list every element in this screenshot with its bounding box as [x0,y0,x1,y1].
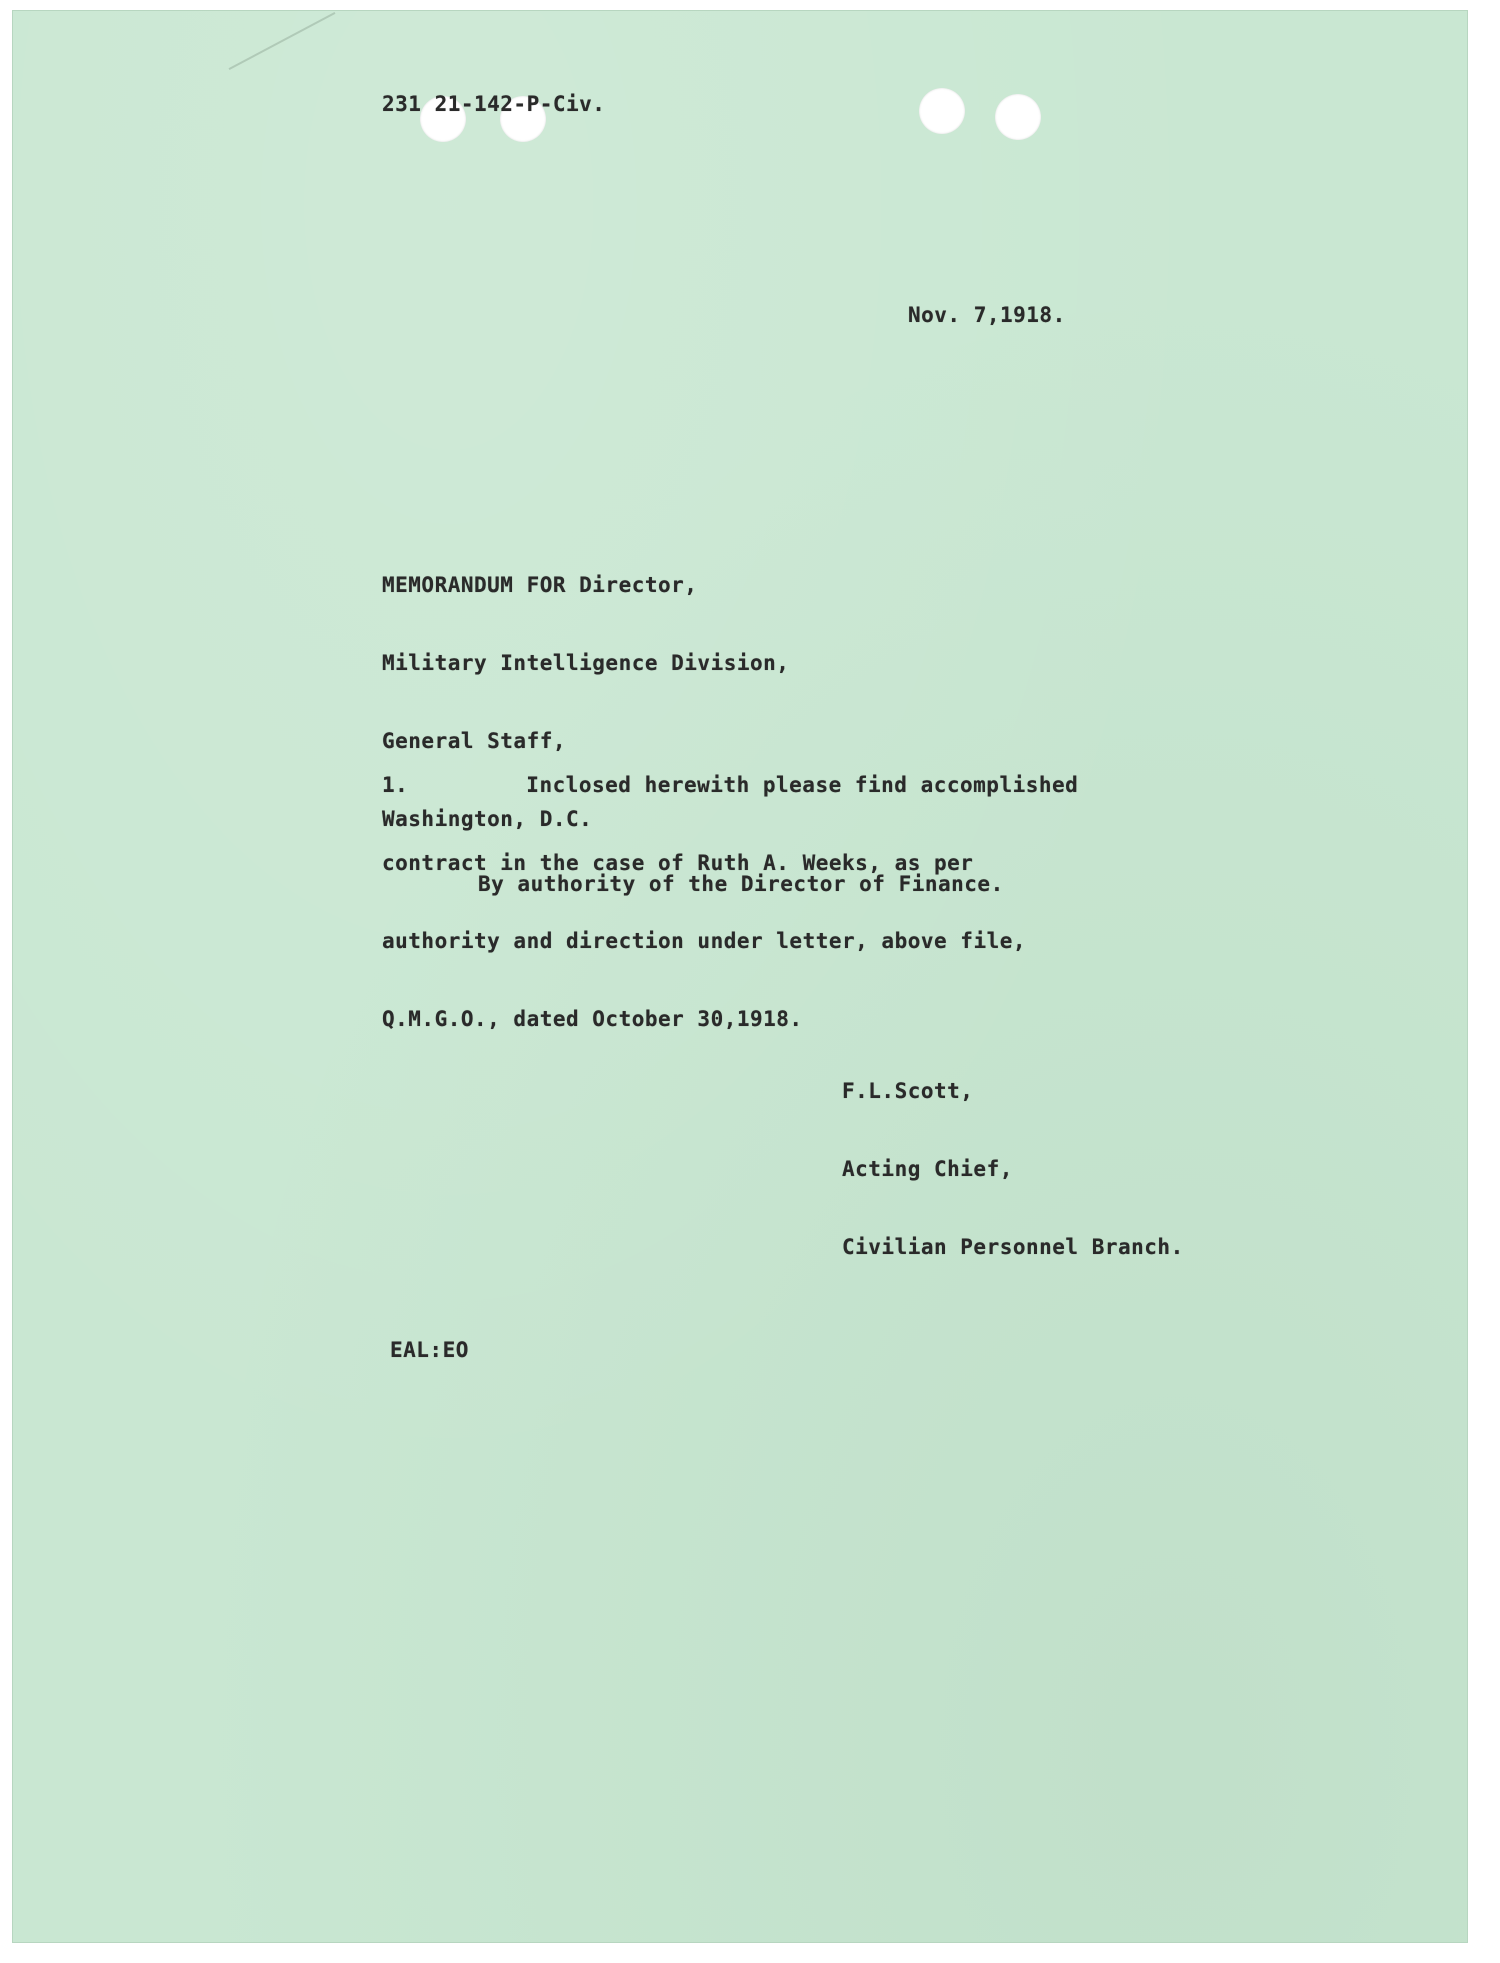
body-line: Inclosed herewith please find accomplished [526,773,1079,797]
addressee-line: Washington, D.C. [382,807,593,831]
signature-block [842,1028,1184,1310]
memo-date: Nov. 7,1918. [908,303,1066,327]
typist-initials: EAL:EO [390,1338,469,1362]
paragraph-number: 1. [382,773,409,797]
body-line: Q.M.G.O., dated October 30,1918. [382,1007,803,1031]
addressee-line: General Staff, [382,729,567,753]
signature-line: Acting Chief, [842,1157,1013,1181]
signature-line: Civilian Personnel Branch. [842,1235,1184,1259]
memo-page [12,10,1468,1943]
paper-fold-mark [229,12,336,70]
body-first-line [382,770,1078,800]
signature-line: F.L.Scott, [842,1079,974,1103]
addressee-line: Military Intelligence Division, [382,651,790,675]
punch-hole-4 [995,94,1041,140]
addressee-line: MEMORANDUM FOR Director, [382,573,698,597]
file-reference: 231 21-142-P-Civ. [382,92,606,116]
body-line: contract in the case of Ruth A. Weeks, as per [382,851,974,875]
authority-line: By authority of the Director of Finance. [478,872,1004,896]
body-line: authority and direction under letter, above file, [382,929,1027,953]
punch-hole-3 [919,88,965,134]
